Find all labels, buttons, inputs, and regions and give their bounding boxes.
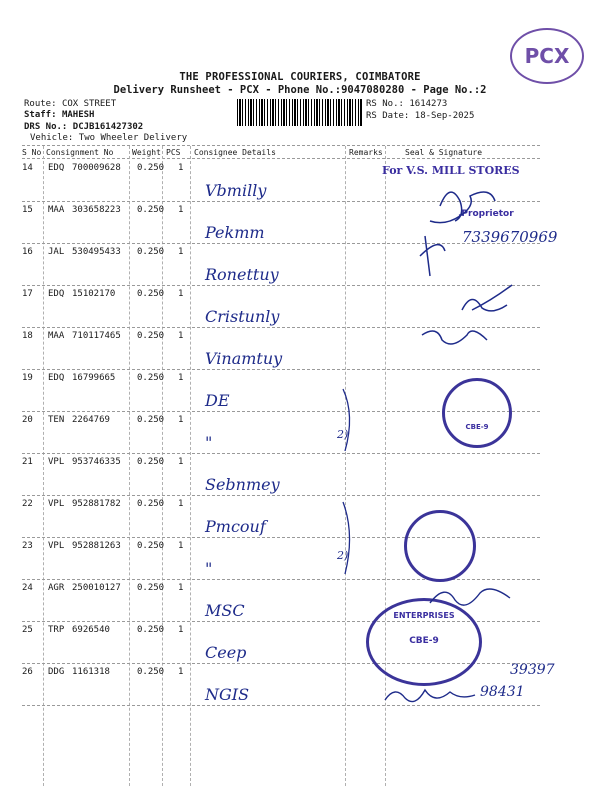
header-rule-top [22,145,540,146]
row-consignee-handwriting: " [205,433,213,452]
seal-cbe-2: CBE-9 [409,636,439,646]
handwritten-note: 98431 [480,684,525,700]
row-pcs: 1 [178,499,184,509]
col-weight: Weight [132,148,161,157]
row-prefix: VPL [48,499,65,509]
row-prefix: TEN [48,415,65,425]
row-sno: 20 [22,415,33,425]
row-pcs: 1 [178,583,184,593]
col-consignee: Consignee Details [194,148,276,157]
row-weight: 0.250 [137,625,165,635]
bracket-mark [325,498,365,578]
col-divider [345,146,346,786]
rs-date-value: 18-Sep-2025 [414,111,475,121]
rs-no-value: 1614273 [409,99,448,109]
row-sno: 16 [22,247,33,257]
col-remarks: Remarks [349,148,383,157]
drs-label: DRS No.: [24,122,68,132]
row-prefix: MAA [48,331,65,341]
bracket-mark [325,385,365,455]
row-sno: 14 [22,163,33,173]
vehicle-value: Two Wheeler Delivery [78,133,188,143]
signature-2 [412,280,532,360]
row-prefix: AGR [48,583,65,593]
row-prefix: TRP [48,625,65,635]
row-sno: 19 [22,373,33,383]
row-weight: 0.250 [137,247,165,257]
row-prefix: EDQ [48,289,65,299]
row-prefix: VPL [48,541,65,551]
row-consignee-handwriting: " [205,559,213,578]
row-prefix: JAL [48,247,65,257]
row-consignment-no: 952881782 [72,499,121,509]
staff-label: Staff: [24,110,57,120]
col-divider [129,146,130,786]
row-pcs: 1 [178,331,184,341]
col-consignment: Consignment No [46,148,114,157]
signature-4 [380,680,480,710]
seal-cbe: CBE-9 [465,423,489,431]
header-rule-bottom [22,158,540,159]
vehicle-line [30,133,187,143]
round-seal-2 [404,510,476,582]
row-pcs: 1 [178,415,184,425]
row-prefix: EDQ [48,163,65,173]
row-sno: 17 [22,289,33,299]
row-pcs: 1 [178,457,184,467]
row-weight: 0.250 [137,415,165,425]
bracket-label: 2) [337,549,349,562]
row-consignee-handwriting: DE [205,391,230,410]
row-sno: 22 [22,499,33,509]
row-consignment-no: 2264769 [72,415,110,425]
row-sno: 21 [22,457,33,467]
row-weight: 0.250 [137,541,165,551]
row-sno: 18 [22,331,33,341]
row-pcs: 1 [178,247,184,257]
row-pcs: 1 [178,667,184,677]
page-subtitle: Delivery Runsheet - PCX - Phone No.:9047080280 - Page No.:2 [113,84,487,96]
row-pcs: 1 [178,625,184,635]
handwritten-note: 39397 [510,662,555,678]
handwritten-phone: 7339670969 [462,228,558,246]
row-consignment-no: 952881263 [72,541,121,551]
store-stamp: For V.S. MILL STORES [382,164,520,177]
row-consignee-handwriting: Ceep [205,643,247,662]
page-title: THE PROFESSIONAL COURIERS, COIMBATORE [179,71,421,83]
col-seal: Seal & Signature [405,148,483,157]
row-consignment-no: 1161318 [72,667,110,677]
staff-line [24,110,94,120]
row-weight: 0.250 [137,457,165,467]
row-consignee-handwriting: Vinamtuy [205,349,283,368]
route-value: COX STREET [61,99,117,109]
row-consignee-handwriting: Pekmm [205,223,265,242]
signature-3 [420,578,540,618]
row-consignment-no: 250010127 [72,583,121,593]
proprietor-stamp: .Proprietor [458,209,514,219]
rs-no-label: RS No.: [366,99,404,109]
row-weight: 0.250 [137,583,165,593]
col-pcs: PCS [166,148,181,157]
rs-no-line [366,99,447,109]
barcode [237,99,363,126]
rs-date-label: RS Date: [366,111,410,121]
row-consignee-handwriting: Vbmilly [205,181,267,200]
bracket-label: 2) [337,428,349,441]
drs-value: DCJB161427302 [72,122,144,132]
row-weight: 0.250 [137,373,165,383]
row-consignment-no: 303658223 [72,205,121,215]
row-sno: 26 [22,667,33,677]
row-pcs: 1 [178,163,184,173]
col-divider [190,146,191,786]
row-weight: 0.250 [137,667,165,677]
row-consignment-no: 700009628 [72,163,121,173]
row-consignment-no: 710117465 [72,331,121,341]
signature-1 [400,176,550,286]
row-consignment-no: 6926540 [72,625,110,635]
row-prefix: EDQ [48,373,65,383]
row-consignment-no: 953746335 [72,457,121,467]
row-prefix: VPL [48,457,65,467]
rs-date-line [366,111,474,121]
row-divider [22,453,540,454]
row-prefix: DDG [48,667,65,677]
row-consignment-no: 15102170 [72,289,116,299]
row-weight: 0.250 [137,499,165,509]
row-sno: 24 [22,583,33,593]
col-divider [43,146,44,786]
route-line [24,99,116,109]
row-sno: 23 [22,541,33,551]
row-sno: 25 [22,625,33,635]
row-consignee-handwriting: Ronettuy [205,265,279,284]
row-prefix: MAA [48,205,65,215]
vehicle-label: Vehicle: [30,133,74,143]
row-weight: 0.250 [137,205,165,215]
row-consignee-handwriting: Cristunly [205,307,280,326]
staff-value: MAHESH [61,110,95,120]
row-consignee-handwriting: Sebnmey [205,475,280,494]
row-consignment-no: 16799665 [72,373,116,383]
seal-enterprises: ENTERPRISES [393,611,455,620]
row-consignee-handwriting: MSC [205,601,245,620]
row-consignee-handwriting: Pmcouf [205,517,266,536]
route-label: Route: [24,99,57,109]
row-consignee-handwriting: NGIS [205,685,250,704]
col-sno: S No [22,148,42,157]
row-pcs: 1 [178,205,184,215]
row-divider [22,369,540,370]
drs-line [24,122,143,132]
row-weight: 0.250 [137,163,165,173]
row-pcs: 1 [178,373,184,383]
row-pcs: 1 [178,541,184,551]
round-seal-1 [442,378,512,448]
row-consignment-no: 530495433 [72,247,121,257]
row-pcs: 1 [178,289,184,299]
row-weight: 0.250 [137,289,165,299]
pcx-stamp: PCX [510,28,584,84]
row-weight: 0.250 [137,331,165,341]
row-sno: 15 [22,205,33,215]
row-divider [22,495,540,496]
